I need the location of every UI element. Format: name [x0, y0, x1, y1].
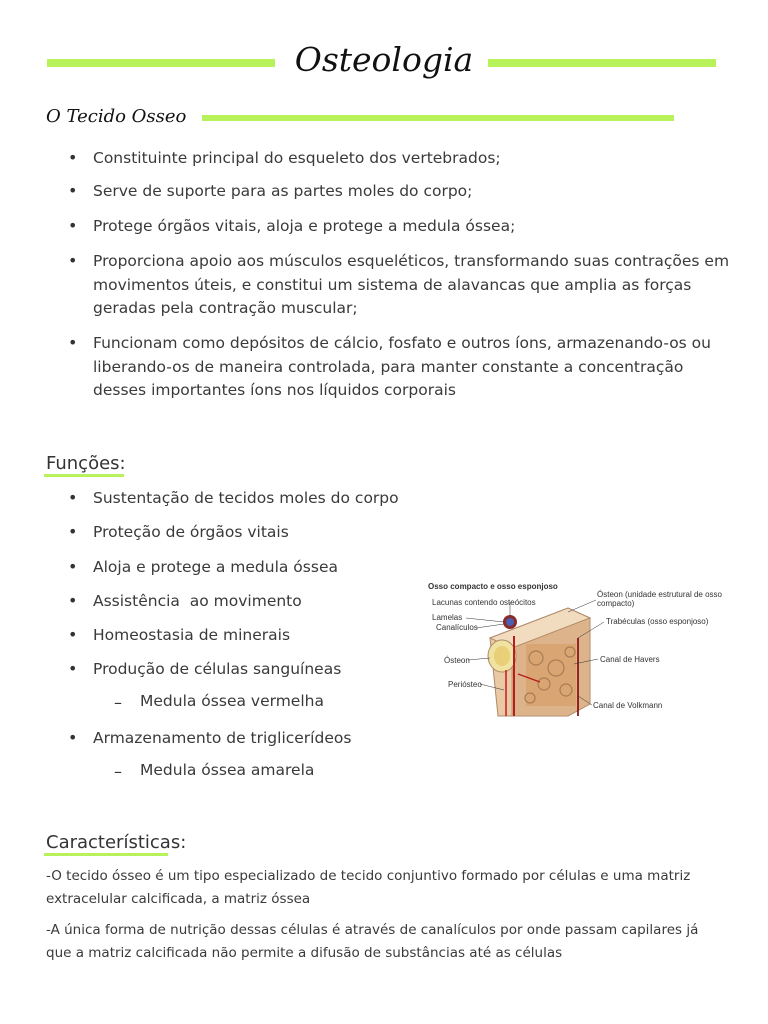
label-osteon-unidade-cont: compacto) [597, 599, 635, 608]
dash-icon: – [114, 762, 122, 781]
intro-bullet-text: Constituinte principal do esqueleto dos vertebrados; [93, 149, 501, 167]
intro-bullet-text: Proporciona apoio aos músculos esqueléticos, transformando suas contrações em movimentos úteis, e constitui um sistema de alavancas que amplia as forças geradas pela contração muscular; [93, 252, 730, 317]
title-highlight-right [488, 59, 716, 67]
funcao-subitem: Medula óssea amarela [140, 761, 315, 779]
label-periosteo: Periósteo [448, 680, 482, 689]
bullet-icon: • [68, 591, 78, 610]
figure-title: Osso compacto e osso esponjoso [428, 582, 558, 591]
label-lamelas: Lamelas [432, 613, 463, 622]
bullet-icon: • [68, 659, 78, 678]
label-osteon: Ósteon [444, 656, 470, 665]
bone-structure-figure [418, 578, 730, 726]
funcao-item: Aloja e protege a medula óssea [93, 558, 338, 576]
funcao-item: Sustentação de tecidos moles do corpo [93, 489, 399, 507]
funcao-item: Produção de células sanguíneas [93, 660, 342, 678]
funcao-item: Proteção de órgãos vitais [93, 523, 289, 541]
funcao-item: Homeostasia de minerais [93, 626, 291, 644]
title-highlight-left [47, 59, 275, 67]
bullet-icon: • [68, 488, 78, 507]
caracteristicas-underline [44, 853, 168, 856]
funcao-item: Armazenamento de triglicerídeos [93, 729, 352, 747]
section-heading-caracteristicas: Características: [46, 832, 187, 853]
label-lacunas: Lacunas contendo osteócitos [432, 598, 536, 607]
bullet-icon: • [68, 557, 78, 576]
funcao-subitem: Medula óssea vermelha [140, 692, 324, 710]
caracteristica-paragraph: -A única forma de nutrição dessas células é através de canalículos por onde passam capilares já que a matriz calcificada não permite a difusão de substâncias até as células [46, 922, 699, 961]
label-trabeculas: Trabéculas (osso esponjoso) [606, 617, 709, 626]
page-title: Osteologia [294, 40, 474, 79]
label-canal-havers: Canal de Havers [600, 655, 660, 664]
dash-icon: – [114, 693, 122, 712]
bullet-icon: • [68, 728, 78, 747]
label-canal-volkmann: Canal de Volkmann [593, 701, 663, 710]
label-osteon-unidade: Ósteon (unidade estrutural de osso [597, 590, 722, 599]
bullet-icon: • [68, 522, 78, 541]
caracteristica-paragraph: -O tecido ósseo é um tipo especializado de tecido conjuntivo formado por células e uma matriz extracelular calcificada, a matriz óssea [46, 868, 691, 907]
section-heading-funcoes: Funções: [46, 453, 126, 474]
subtitle-highlight [202, 115, 674, 121]
bullet-icon: • [68, 251, 78, 270]
bullet-icon: • [68, 333, 78, 352]
bullet-icon: • [68, 625, 78, 644]
bullet-icon: • [68, 181, 78, 200]
funcao-item: Assistência ao movimento [93, 592, 302, 610]
bullet-icon: • [68, 148, 78, 167]
intro-bullet-text: Serve de suporte para as partes moles do corpo; [93, 182, 473, 200]
label-canaliculos: Canalículos [436, 623, 478, 632]
intro-bullet-text: Funcionam como depósitos de cálcio, fosfato e outros íons, armazenando-os ou liberando-os de maneira controlada, para manter constante a concentração desses importantes íons nos líquidos corporais [93, 334, 711, 399]
bullet-icon: • [68, 216, 78, 235]
funcoes-underline [44, 474, 124, 477]
intro-bullet-text: Protege órgãos vitais, aloja e protege a medula óssea; [93, 217, 516, 235]
section-title-tecido-osseo: O Tecido Osseo [46, 106, 187, 127]
